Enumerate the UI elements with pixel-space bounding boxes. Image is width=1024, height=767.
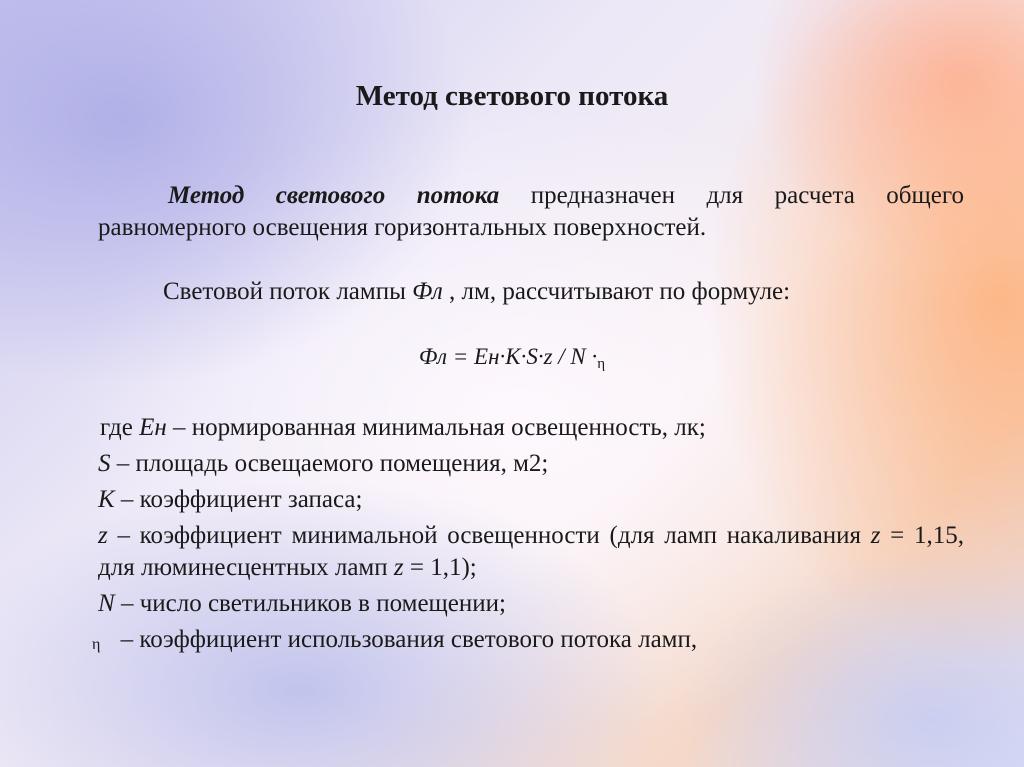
intro-text: предназначен для расчета общего равномерного освещения горизонтальных поверхностей. (98, 182, 964, 241)
slide-title: Метод светового потока (355, 80, 669, 112)
definition-n-text: – число светильников в помещении; (114, 590, 506, 617)
formula-intro (163, 276, 963, 308)
definition-z-symbol-2: z (870, 522, 881, 549)
definition-eta (92, 624, 964, 661)
definition-k-text: – коэффициент запаса; (114, 486, 363, 513)
definition-en (98, 412, 964, 444)
formula-intro-before: Световой поток лампы (163, 278, 413, 305)
intro-term: Метод светового потока (168, 182, 500, 209)
definition-where: где (100, 414, 140, 441)
definitions-list (92, 412, 964, 661)
formula-intro-after: , лм, рассчитывают по формуле: (442, 278, 791, 305)
definition-n (98, 588, 964, 620)
definition-k (98, 484, 964, 516)
definition-eta-symbol: η (92, 636, 101, 653)
definition-z-symbol-3: z (393, 554, 404, 581)
definition-s-symbol: S (98, 450, 111, 477)
formula-eta: η (597, 356, 606, 372)
definition-s-text: – площадь освещаемого помещения, м2; (110, 450, 549, 477)
formula-expression: Фл = Ен·K·S·z / N · (418, 344, 598, 369)
definition-z (98, 520, 964, 584)
definition-z-text-2: = 1,15, для люминесцентных ламп (98, 522, 964, 581)
formula-intro-symbol: Фл (412, 278, 443, 305)
intro-paragraph (98, 180, 964, 244)
definition-s (98, 448, 964, 480)
definition-en-symbol: Ен (139, 414, 167, 441)
definition-eta-text: – коэффициент использования светового потока ламп, (114, 626, 698, 653)
definition-n-symbol: N (98, 590, 115, 617)
formula (0, 344, 1024, 373)
definition-z-symbol: z (98, 522, 108, 549)
definition-z-text-1: – коэффициент минимальной освещенности (для ламп накаливания (107, 522, 871, 549)
definition-en-text: – нормированная минимальная освещенность, лк; (166, 414, 706, 441)
definition-k-symbol: К (98, 486, 115, 513)
definition-z-text-3: = 1,1); (403, 554, 477, 581)
